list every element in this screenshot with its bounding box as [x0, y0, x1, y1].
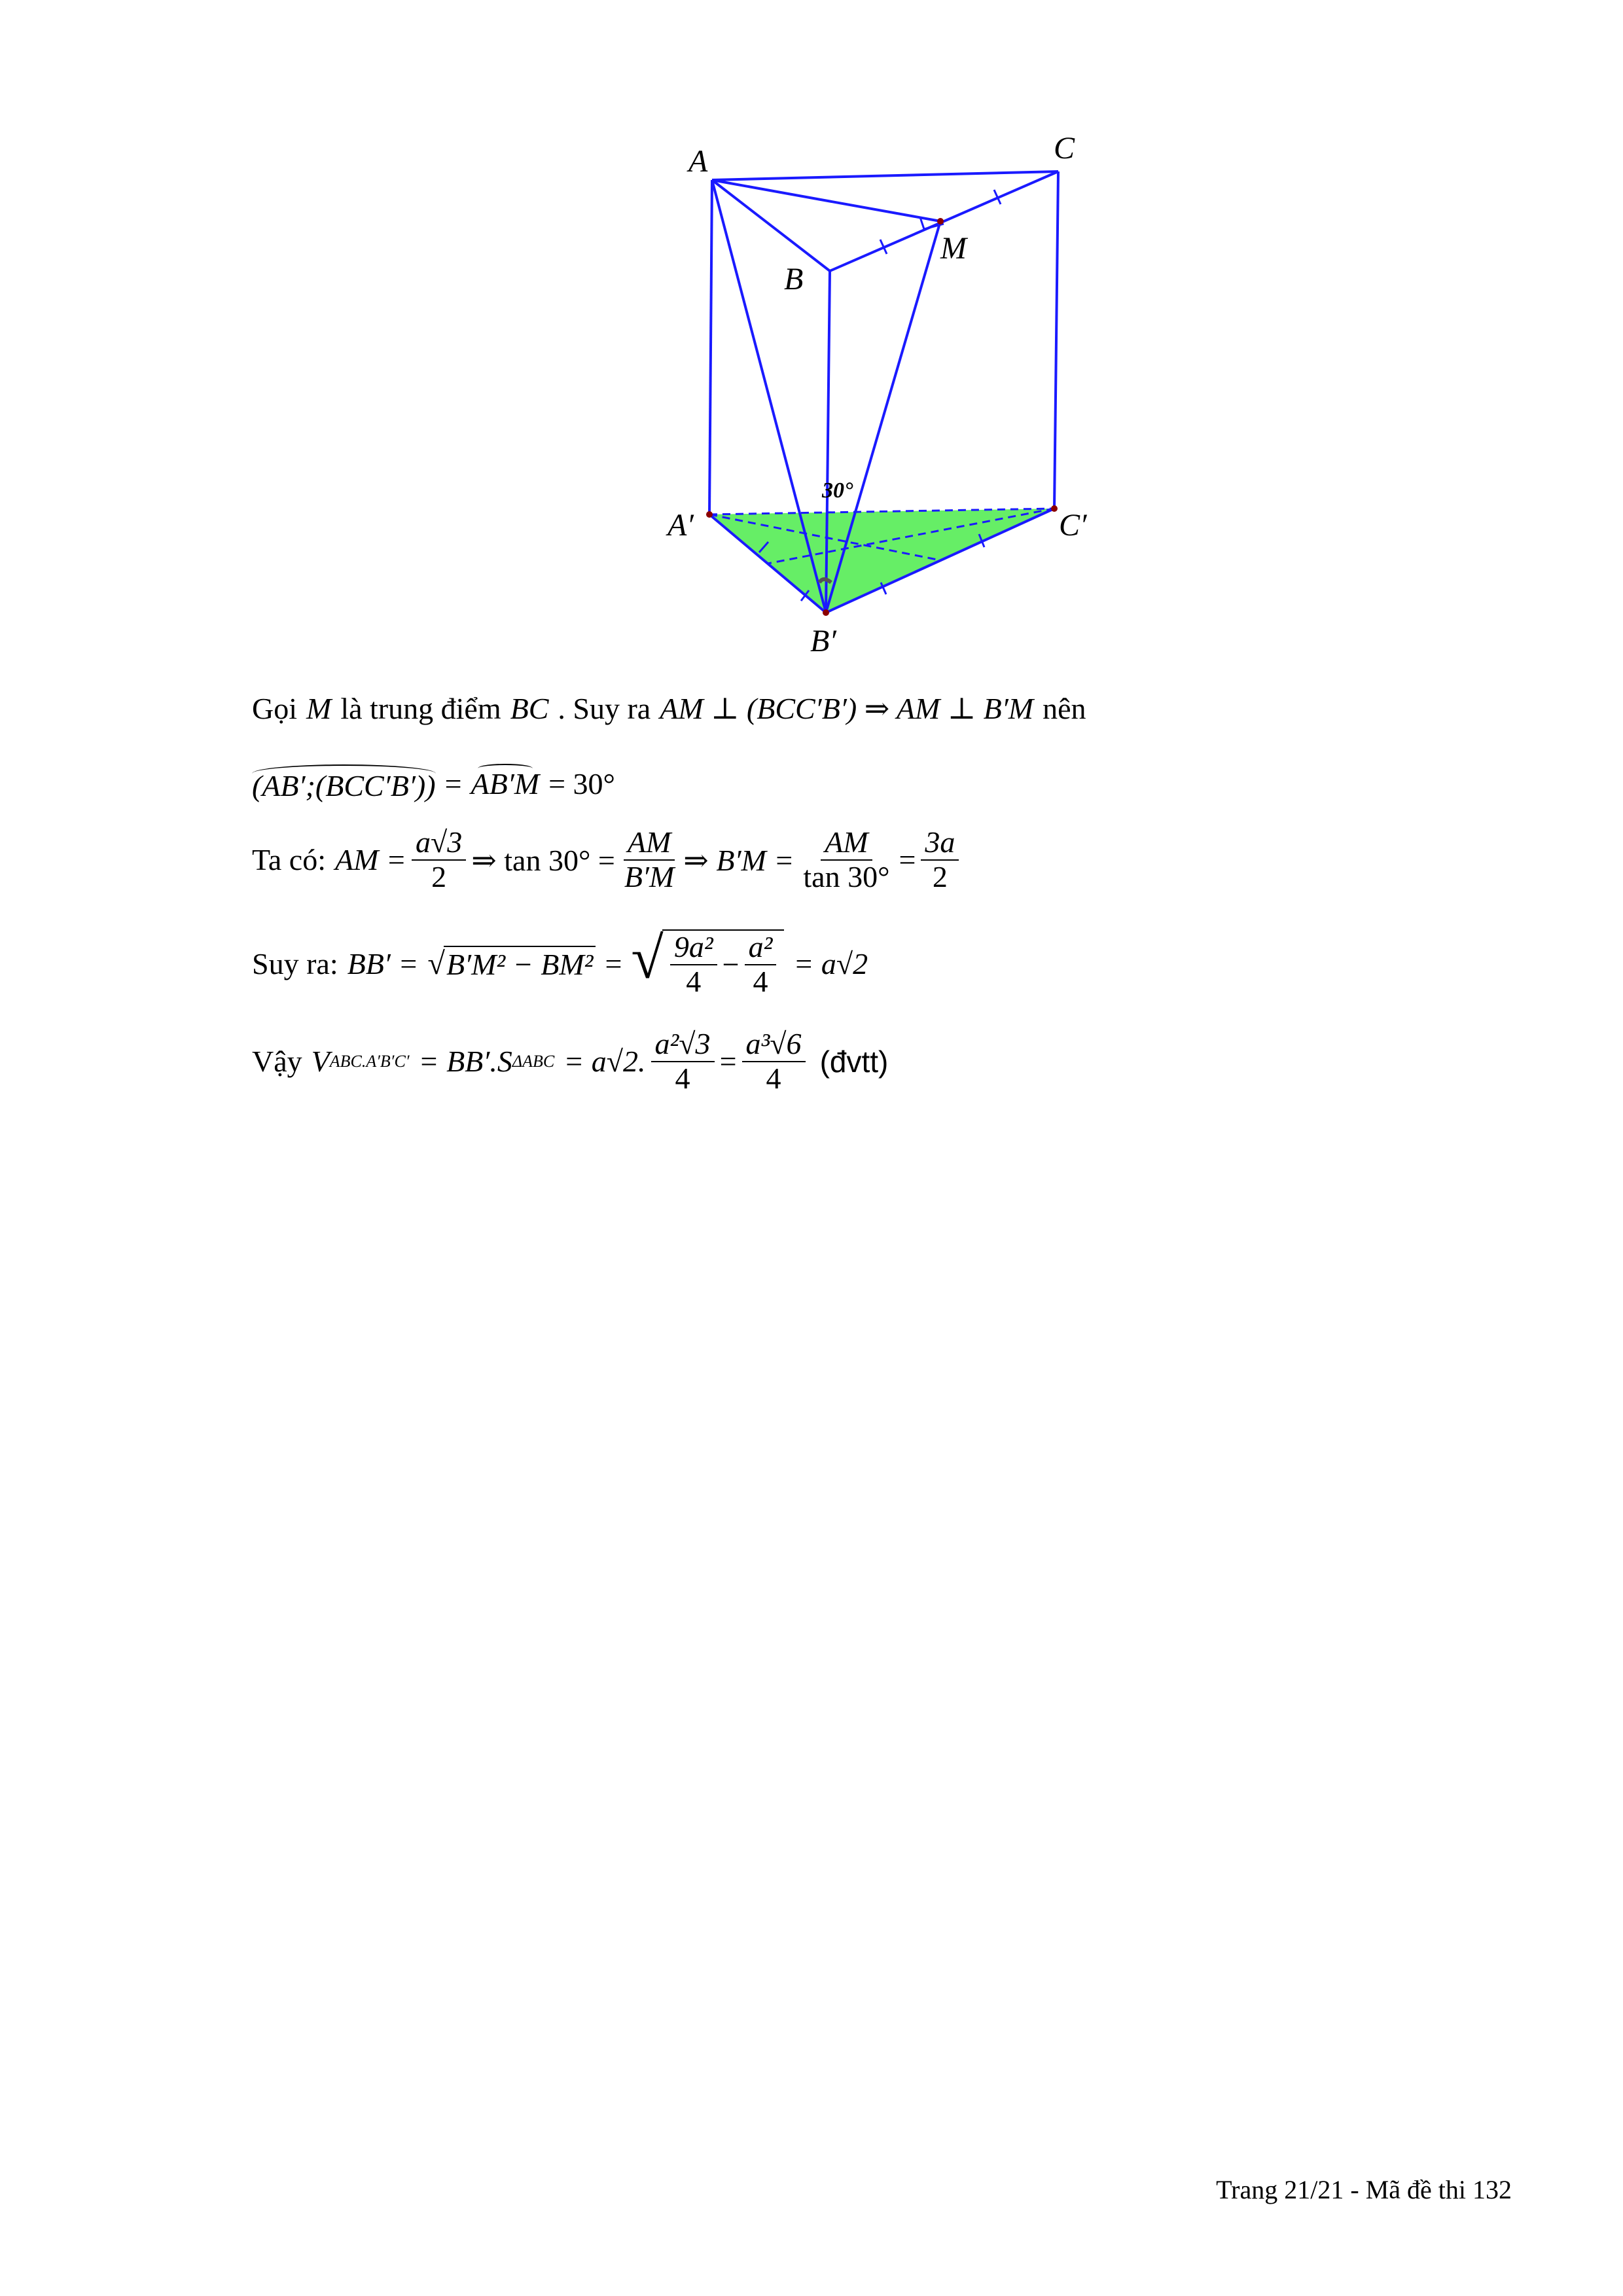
line-3 [252, 826, 964, 893]
equals-1: = [444, 767, 462, 800]
frac-a-sqrt3-2: $\frac{a√3}{2}$ [412, 826, 466, 893]
text-nen: nên [1043, 691, 1086, 725]
frac-a2-4: $\frac{\text{a²}}{4}$ [745, 931, 777, 998]
edge-AB [712, 180, 830, 271]
formula-perp: AM ⊥ (BCC′B′) ⇒ AM ⊥ B′M [660, 692, 1034, 725]
page-footer: Trang 21/21 - Mã đề thi 132 [1216, 2175, 1512, 2204]
line-1 [252, 691, 1086, 726]
frac-a3sqrt6-4: $\frac{\text{a³√6}}{4}$ [742, 1028, 806, 1095]
text-vay: Vậy [252, 1045, 302, 1079]
label-A: A [688, 144, 708, 179]
frac-3a-2: $\frac{3a}{2}$ [921, 826, 959, 893]
var-BC: BC [510, 691, 549, 725]
equals-3: = [605, 947, 622, 981]
var-V: V [311, 1045, 330, 1079]
text-suy-ra-2: Suy ra: [252, 947, 338, 981]
formula-BB-S: = BB′.S [418, 1045, 512, 1079]
label-C: C [1054, 131, 1075, 166]
prism-diagram [654, 124, 1113, 668]
text-midpoint: là trung điểm [340, 691, 501, 725]
line-4 [252, 926, 868, 998]
sub-triangle: ΔABC [512, 1051, 555, 1071]
frac-AM-BM: $\frac{AM}{B'M}$ [624, 825, 675, 893]
angle-planes: (AB′;(BCC′B′)) [252, 764, 436, 803]
label-A-prime: A′ [668, 508, 694, 543]
sub-prism: ABC.A′B′C′ [329, 1051, 410, 1071]
edge-AM [712, 180, 940, 221]
edge-CC1 [1054, 171, 1058, 509]
label-B-prime: B′ [810, 624, 836, 658]
frac-9a2-4: $\frac{\text{9a²}}{4}$ [670, 931, 717, 998]
label-C-prime: C′ [1059, 508, 1087, 543]
value-30: = 30° [548, 767, 615, 800]
text-goi: Gọi [252, 691, 297, 725]
equals-2: = [899, 843, 916, 877]
angle-ABM: AB′M [471, 767, 540, 800]
formula-a-sqrt2: = a√2. [563, 1045, 646, 1079]
sqrt-diff: √ B′M² − BM² [427, 946, 596, 982]
angle-label: 30° [822, 478, 853, 503]
line-5 [252, 1028, 888, 1095]
edge-AA1 [709, 180, 712, 514]
unit-dvtt: (đvtt) [819, 1044, 889, 1079]
prism-figure [654, 124, 1113, 668]
var-M: M [306, 691, 332, 725]
label-B: B [784, 262, 804, 296]
sqrt-fracs: √ $\frac{\text{9a²}}{4}$ − $\frac{\text{a²}}{4}$ [631, 929, 784, 998]
text-suy-ra: . Suy ra [558, 691, 651, 725]
edge-AC [712, 171, 1058, 180]
label-M: M [940, 231, 967, 266]
formula-AM: AM = [335, 843, 406, 877]
frac-AM-tan30: $\frac{AM}{\tan 30^\circ}$ [803, 825, 890, 893]
frac-a2sqrt3-4: $\frac{\text{a²√3}}{4}$ [651, 1028, 715, 1095]
formula-BM: ⇒ B′M = [683, 843, 794, 877]
result-a-sqrt2: = a√2 [793, 947, 868, 981]
text-ta-co: Ta có: [252, 843, 327, 877]
formula-BB: BB′ = [347, 947, 419, 981]
minus: − [722, 948, 740, 982]
formula-tan: ⇒ tan 30° = [471, 843, 615, 877]
line-2 [252, 764, 615, 803]
equals-4: = [719, 1045, 737, 1079]
